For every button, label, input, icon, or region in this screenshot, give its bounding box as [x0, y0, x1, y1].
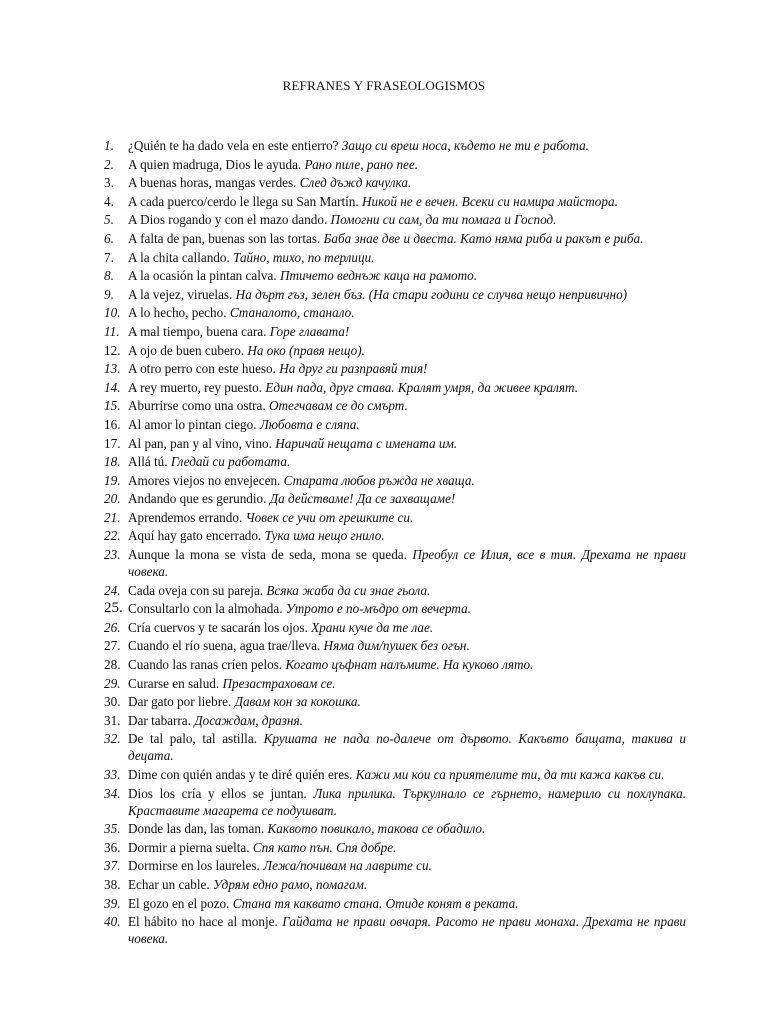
item-number: 38. [104, 876, 121, 892]
proverb-list [104, 137, 686, 949]
spanish-proverb: Al amor lo pintan ciego. [128, 416, 257, 432]
bulgarian-equivalent: Отегчавам се до смърт. [269, 398, 408, 414]
list-item [104, 766, 686, 783]
spanish-proverb: A falta de pan, buenas son las tortas. [128, 230, 321, 246]
list-item [104, 857, 686, 874]
spanish-proverb: A quien madruga, Dios le ayuda. [128, 156, 302, 172]
item-number: 17. [104, 435, 121, 451]
bulgarian-equivalent: Крушата не пада по-далече от дървото. Какъвто бащата, такива и децата. [128, 731, 687, 764]
list-item [104, 323, 686, 340]
spanish-proverb: A lo hecho, pecho. [128, 305, 227, 321]
bulgarian-equivalent: Гледай си работата. [170, 454, 291, 470]
bulgarian-equivalent: Любовта е сляпа. [259, 416, 360, 432]
spanish-proverb: Allá tú. [128, 454, 168, 470]
item-number: 11. [104, 323, 120, 339]
list-item [104, 174, 686, 191]
bulgarian-equivalent: Наричай нещата с имената им. [275, 435, 458, 451]
item-number: 37. [104, 858, 121, 874]
item-number: 10. [104, 305, 121, 321]
list-item [104, 137, 686, 154]
item-number: 1. [104, 138, 114, 153]
bulgarian-equivalent: Станалото, станало. [229, 305, 355, 321]
list-item [104, 249, 686, 266]
spanish-proverb: Cuando el río suena, agua trae/lleva. [128, 638, 321, 654]
bulgarian-equivalent: Един пада, друг става. Кралят умря, да живее кралят. [265, 379, 578, 395]
item-number: 29. [104, 675, 121, 691]
list-item [104, 211, 686, 228]
spanish-proverb: Dar tabarra. [128, 712, 191, 728]
spanish-proverb: A la chita callando. [128, 249, 230, 265]
list-item [104, 509, 686, 526]
spanish-proverb: Dios los cría y ellos se juntan. [128, 785, 307, 801]
bulgarian-equivalent: Никой не е вечен. Всеки си намира майстора. [362, 193, 618, 209]
spanish-proverb: Aprendemos errando. [128, 509, 243, 525]
bulgarian-equivalent: Гайдата не прави овчаря. Расото не прави монаха. Дрехата не прави човека. [128, 914, 686, 947]
list-item [104, 712, 686, 729]
spanish-proverb: Cría cuervos y te sacarán los ojos. [128, 619, 308, 635]
item-number: 3. [104, 175, 114, 191]
bulgarian-equivalent: След дъжд качулка. [299, 175, 412, 191]
item-number: 15. [104, 398, 121, 414]
bulgarian-equivalent: Баба знае две и двеста. Като няма риба и ракът е риба. [323, 230, 644, 246]
item-number: 7. [104, 249, 114, 265]
bulgarian-equivalent: Тайно, тихо, по терлици. [233, 249, 375, 265]
spanish-proverb: El gozo en el pozo. [128, 895, 230, 911]
bulgarian-equivalent: Спя като пън. Спя добре. [252, 839, 397, 855]
spanish-proverb: Donde las dan, las toman. [128, 821, 265, 837]
page-title: REFRANES Y FRASEOLOGISMOS [282, 78, 486, 93]
item-number: 30. [104, 694, 121, 710]
list-item [104, 472, 686, 489]
item-number: 5. [104, 212, 114, 228]
bulgarian-equivalent: Тука има нещо гнило. [264, 528, 385, 544]
spanish-proverb: Andando que es gerundio. [128, 491, 267, 507]
spanish-proverb: A buenas horas, mangas verdes. [128, 175, 297, 191]
list-item [104, 876, 686, 893]
item-number: 22. [104, 528, 121, 544]
spanish-proverb: El hábito no hace al monje. [128, 914, 278, 930]
bulgarian-equivalent: Давам кон за кокошка. [234, 694, 361, 710]
bulgarian-equivalent: На око (правя нещо). [247, 342, 365, 358]
bulgarian-equivalent: Лика прилика. Търкулнало се гърнето, намерило си похлупака. Краставите магарета се подушват. [128, 785, 686, 818]
item-number: 36. [104, 839, 121, 855]
item-number: 13. [104, 361, 121, 377]
list-item [104, 656, 686, 673]
list-item [104, 286, 686, 303]
spanish-proverb: A mal tiempo, buena cara. [128, 323, 267, 339]
item-number: 18. [104, 454, 121, 470]
item-number: 26. [104, 619, 121, 635]
bulgarian-equivalent: Удрям едно рамо, помагам. [212, 876, 368, 892]
bulgarian-equivalent: Храни куче да те лае. [311, 619, 434, 635]
spanish-proverb: Al pan, pan y al vino, vino. [128, 435, 272, 451]
spanish-proverb: Dormirse en los laureles. [128, 858, 260, 874]
list-item [104, 156, 686, 173]
list-item [104, 600, 686, 617]
bulgarian-equivalent: Горе главата! [269, 323, 350, 339]
bulgarian-equivalent: Всяка жаба да си знае гьола. [266, 582, 431, 598]
spanish-proverb: Aunque la mona se vista de seda, mona se queda. [128, 547, 407, 563]
list-item [104, 435, 686, 452]
spanish-proverb: A otro perro con este hueso. [128, 361, 276, 377]
list-item [104, 675, 686, 692]
spanish-proverb: A cada puerco/cerdo le llega su San Martín. [128, 193, 359, 209]
list-item [104, 637, 686, 654]
bulgarian-equivalent: На друг ги разправяй тия! [279, 361, 428, 377]
bulgarian-equivalent: Птичето веднъж каца на рамото. [279, 268, 478, 284]
list-item [104, 785, 686, 819]
list-item [104, 693, 686, 710]
bulgarian-equivalent: Човек се учи от грешките си. [245, 509, 414, 525]
item-number: 19. [104, 472, 121, 488]
item-number: 4. [104, 193, 114, 209]
spanish-proverb: Dime con quién andas y te diré quién eres. [128, 767, 353, 782]
bulgarian-equivalent: Старата любов ръжда не хваща. [283, 472, 475, 488]
list-item [104, 453, 686, 470]
bulgarian-equivalent: Кажи ми кои са приятелите ти, да ти кажа какъв си. [355, 767, 665, 782]
item-number: 23. [104, 547, 121, 563]
item-number: 25. [104, 600, 123, 617]
item-number: 14. [104, 379, 121, 395]
list-item [104, 304, 686, 321]
spanish-proverb: Dar gato por liebre. [128, 694, 232, 710]
list-item [104, 730, 686, 764]
list-item [104, 230, 686, 247]
list-item [104, 895, 686, 912]
list-item [104, 527, 686, 544]
spanish-proverb: ¿Quién te ha dado vela en este entierro? [128, 138, 339, 153]
bulgarian-equivalent: Помогни си сам, да ти помага и Господ. [330, 212, 557, 228]
bulgarian-equivalent: Защо си вреш носа, където не ти е работа. [341, 138, 589, 153]
bulgarian-equivalent: Презастраховам се. [222, 675, 336, 691]
item-number: 35. [104, 821, 121, 837]
item-number: 28. [104, 657, 121, 673]
item-number: 24. [104, 582, 121, 598]
item-number: 6. [104, 230, 114, 246]
item-number: 32. [104, 731, 121, 747]
spanish-proverb: A la vejez, viruelas. [128, 286, 233, 302]
spanish-proverb: A Dios rogando y con el mazo dando. [128, 212, 328, 228]
spanish-proverb: Dormir a pierna suelta. [128, 839, 250, 855]
spanish-proverb: A la ocasión la pintan calva. [128, 268, 277, 284]
list-item [104, 342, 686, 359]
item-number: 33. [104, 767, 121, 782]
item-number: 9. [104, 286, 114, 302]
item-number: 16. [104, 416, 121, 432]
spanish-proverb: Echar un cable. [128, 876, 210, 892]
bulgarian-equivalent: Стана тя каквато стана. Отиде конят в реката. [232, 895, 519, 911]
spanish-proverb: Consultarlo con la almohada. [128, 601, 283, 617]
bulgarian-equivalent: Каквото повикало, такова се обадило. [267, 821, 486, 837]
bulgarian-equivalent: Рано пиле, рано пее. [304, 156, 419, 172]
bulgarian-equivalent: На дърт гъз, зелен бъз. (На стари години се случва нещо непривично) [235, 286, 628, 302]
bulgarian-equivalent: Да действаме! Да се захващаме! [269, 491, 456, 507]
item-number: 12. [104, 342, 121, 358]
spanish-proverb: Aburrirse como una ostra. [128, 398, 266, 414]
item-number: 27. [104, 638, 121, 654]
item-number: 39. [104, 895, 121, 911]
spanish-proverb: A rey muerto, rey puesto. [128, 379, 263, 395]
list-item [104, 416, 686, 433]
list-item [104, 582, 686, 599]
list-item [104, 839, 686, 856]
item-number: 31. [104, 712, 121, 728]
item-number: 21. [104, 509, 121, 525]
spanish-proverb: De tal palo, tal astilla. [128, 731, 258, 747]
bulgarian-equivalent: Досаждам, дразня. [194, 712, 303, 728]
list-item [104, 913, 686, 947]
bulgarian-equivalent: Утрото е по-мъдро от вечерта. [285, 601, 471, 617]
bulgarian-equivalent: Лежа/почивам на лаврите си. [263, 858, 432, 874]
spanish-proverb: Aquí hay gato encerrado. [128, 528, 262, 544]
list-item [104, 490, 686, 507]
item-number: 34. [104, 785, 121, 801]
item-number: 8. [104, 268, 114, 284]
spanish-proverb: Cuando las ranas críen pelos. [128, 657, 283, 673]
list-item [104, 546, 686, 580]
spanish-proverb: A ojo de buen cubero. [128, 342, 245, 358]
spanish-proverb: Curarse en salud. [128, 675, 220, 691]
bulgarian-equivalent: Когато цъфнат налъмите. На куково лято. [285, 657, 534, 673]
list-item [104, 267, 686, 284]
list-item [104, 619, 686, 636]
item-number: 20. [104, 491, 121, 507]
bulgarian-equivalent: Няма дим/пушек без огън. [323, 638, 470, 654]
item-number: 2. [104, 156, 114, 172]
spanish-proverb: Cada oveja con su pareja. [128, 582, 264, 598]
item-number: 40. [104, 914, 121, 930]
list-item [104, 379, 686, 396]
spanish-proverb: Amores viejos no envejecen. [128, 472, 281, 488]
list-item [104, 360, 686, 377]
list-item [104, 820, 686, 837]
list-item [104, 193, 686, 210]
bulgarian-equivalent: Преобул се Илия, все в тия. Дрехата не прави човека. [128, 547, 686, 580]
list-item [104, 397, 686, 414]
